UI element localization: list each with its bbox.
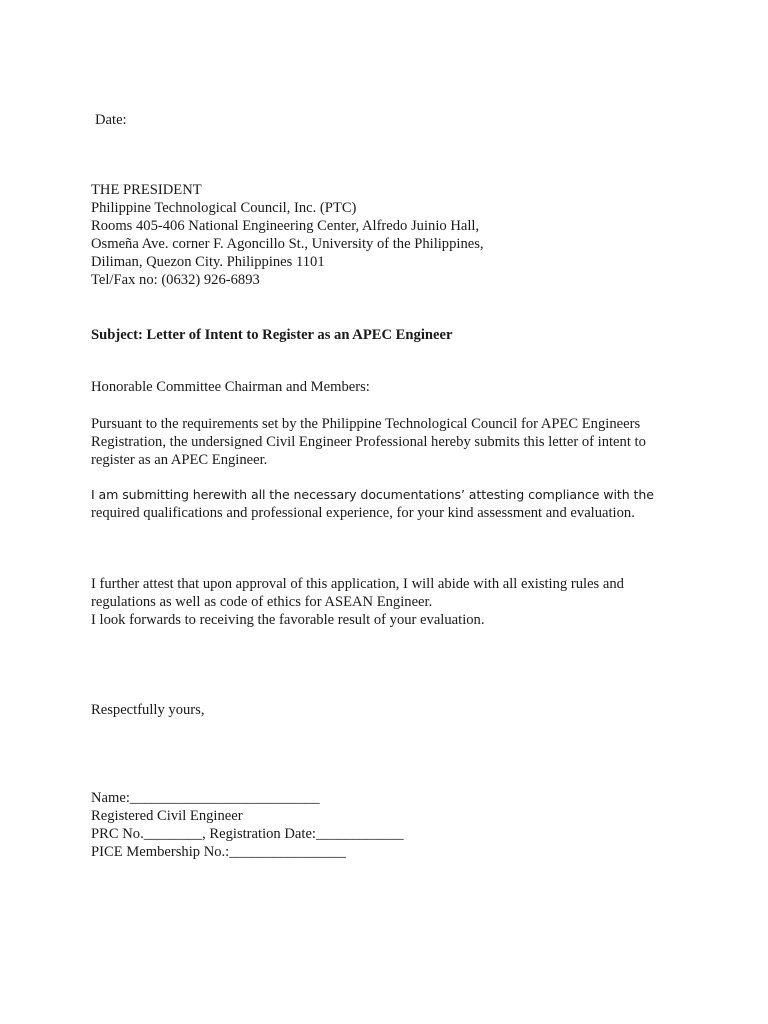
addressee-address-line: Diliman, Quezon City. Philippines 1101 [91, 254, 325, 270]
paragraph-line: I am submitting herewith all the necessary documentations’ attesting compliance with the [91, 487, 654, 502]
paragraph-attestation [91, 575, 691, 629]
addressee-block [91, 181, 691, 289]
paragraph-line: required qualifications and professional experience, for your kind assessment and evaluation. [91, 505, 635, 521]
addressee-telfax: Tel/Fax no: (0632) 926-6893 [91, 272, 260, 288]
closing [91, 701, 691, 719]
subject-line [91, 326, 691, 344]
closing-text: Respectfully yours, [91, 702, 205, 718]
pice-membership-line: PICE Membership No.:________________ [91, 844, 346, 860]
paragraph-line: register as an APEC Engineer. [91, 452, 268, 468]
designation: Registered Civil Engineer [91, 808, 243, 824]
paragraph-line: I further attest that upon approval of this application, I will abide with all existing rules and [91, 576, 624, 592]
paragraph-line: I look forwards to receiving the favorable result of your evaluation. [91, 612, 485, 628]
addressee-address-line: Osmeña Ave. corner F. Agoncillo St., University of the Philippines, [91, 236, 484, 252]
addressee-address-line: Rooms 405-406 National Engineering Center, Alfredo Juinio Hall, [91, 218, 480, 234]
paragraph-line: regulations as well as code of ethics for ASEAN Engineer. [91, 594, 433, 610]
prc-registration-line: PRC No.________, Registration Date:____________ [91, 826, 404, 842]
subject-text: Subject: Letter of Intent to Register as an APEC Engineer [91, 327, 453, 343]
signature-block [91, 789, 691, 861]
salutation-text: Honorable Committee Chairman and Members: [91, 379, 370, 395]
paragraph-line: Registration, the undersigned Civil Engineer Professional hereby submits this letter of intent to [91, 434, 646, 450]
paragraph-intent [91, 415, 691, 469]
date-line [95, 111, 695, 129]
date-label: Date: [95, 112, 127, 128]
addressee-organization: Philippine Technological Council, Inc. (PTC) [91, 200, 357, 216]
addressee-title: THE PRESIDENT [91, 182, 202, 198]
paragraph-submission [91, 486, 691, 522]
paragraph-line: Pursuant to the requirements set by the Philippine Technological Council for APEC Engineers [91, 416, 641, 432]
salutation [91, 378, 691, 396]
name-field-line: Name:__________________________ [91, 790, 320, 806]
